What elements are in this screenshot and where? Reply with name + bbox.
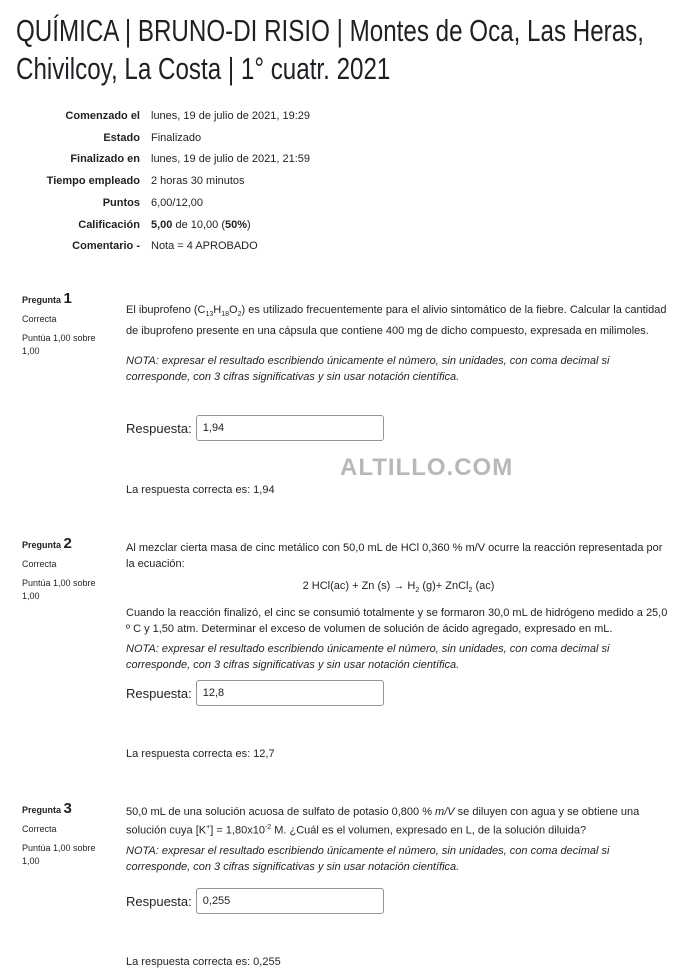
question-info: [22, 292, 112, 364]
summary-label: Estado: [103, 132, 140, 144]
summary-row-started: [0, 110, 700, 130]
correct-answer: La respuesta correcta es: 1,94: [126, 484, 275, 496]
summary-row-finished: [0, 153, 700, 173]
summary-label: Finalizado en: [70, 153, 140, 165]
question-info: [22, 802, 112, 874]
question-info: [22, 537, 112, 609]
question-number: Pregunta 2: [22, 535, 72, 552]
question-note: NOTA: expresar el resultado escribiendo únicamente el número, sin unidades, con coma decimal si corresponde, con 3 cifras significativas y sin usar notación científica.: [126, 844, 610, 873]
question-text: El ibuprofeno $(C_{13}H_{18}O_2)$ es utilizado frecuentemente para el alivio sintomático de la fiebre. Calcular la cantidad de ibuprofeno presente en una cápsula que contiene 400 mg de dicho compuesto, expresada en milimoles. NOTA: expresar el resultado escribiendo únicamente el número, sin unidades, con coma decimal si corresponde, con 3 cifras significativas y sin usar notación científica.: [126, 302, 671, 385]
answer-label: Respuesta:: [126, 420, 192, 436]
question-note: NOTA: expresar el resultado escribiendo únicamente el número, sin unidades, con coma decimal si corresponde, con 3 cifras significativas y sin usar notación científica.: [126, 355, 610, 384]
attempt-summary: [0, 110, 700, 270]
question-number: Pregunta 1: [22, 290, 72, 307]
question-score: Puntúa 1,00 sobre 1,00: [22, 843, 96, 866]
summary-value: 5,00 de 10,00 (50%): [151, 219, 251, 231]
question-status: Correcta: [22, 824, 57, 834]
question-number: Pregunta 3: [22, 800, 72, 817]
summary-value: 6,00/12,00: [151, 197, 203, 209]
question-status: Correcta: [22, 314, 57, 324]
question-text: 50,0 mL de una solución acuosa de sulfato de potasio 0,800 % m/V se diluyen con agua y se obtiene una solución cuya $[K^+] = 1,80x10^{-2}$ M. ¿Cuál es el volumen, expresado en L, de la solución diluida? NOTA: expresar el resultado escribiendo únicamente el número, sin unidades, con coma decimal si corresponde, con 3 cifras significativas y sin usar notación científica.: [126, 804, 671, 875]
summary-value: 2 horas 30 minutos: [151, 175, 245, 187]
answer-label: Respuesta:: [126, 893, 192, 909]
summary-label: Calificación: [78, 219, 140, 231]
summary-row-points: [0, 197, 700, 217]
correct-answer: La respuesta correcta es: 12,7: [126, 748, 275, 760]
summary-value: lunes, 19 de julio de 2021, 21:59: [151, 153, 311, 165]
answer-input[interactable]: 12,8: [196, 680, 384, 706]
chemical-equation: 2 HCl(ac) + Zn $(s) \to H_2$ (g)+ ZnCl$_2$ (ac): [302, 580, 495, 595]
answer-row: [126, 888, 384, 914]
answer-row: [126, 415, 384, 441]
question-text: Al mezclar cierta masa de cinc metálico con 50,0 mL de HCl 0,360 % m/V ocurre la reacción representada por la ecuación: 2 HCl(ac) + Zn $(s) \to H_2$ (g)+ ZnCl$_2$ (ac) Cuando la reacción finalizó, el cinc se consumió totalmente y se formaron 30,0 mL de hidrógeno medido a 25,0 º C y 1,50 atm. Determinar el exceso de volumen de solución de ácido agregado, expresado en mL. NOTA: expresar el resultado escribiendo únicamente el número, sin unidades, con coma decimal si corresponde, con 3 cifras significativas y sin usar notación científica.: [126, 540, 671, 673]
summary-value: lunes, 19 de julio de 2021, 19:29: [151, 110, 311, 122]
summary-label: Puntos: [102, 197, 140, 209]
answer-input[interactable]: 1,94: [196, 415, 384, 441]
answer-input[interactable]: 0,255: [196, 888, 384, 914]
question-note: NOTA: expresar el resultado escribiendo únicamente el número, sin unidades, con coma decimal si corresponde, con 3 cifras significativas y sin usar notación científica.: [126, 643, 610, 672]
correct-answer: La respuesta correcta es: 0,255: [126, 956, 281, 968]
question-score: Puntúa 1,00 sobre 1,00: [22, 578, 96, 601]
summary-row-grade: [0, 219, 700, 239]
page-title: QUÍMICA | BRUNO-DI RISIO | Montes de Oca, Las Heras, Chivilcoy, La Costa | 1° cuatr. 2021: [16, 13, 644, 86]
question-status: Correcta: [22, 559, 57, 569]
summary-row-comment: [0, 240, 700, 260]
summary-value: Finalizado: [151, 132, 202, 144]
summary-label: Tiempo empleado: [46, 175, 140, 187]
summary-label: Comenzado el: [65, 110, 140, 122]
answer-label: Respuesta:: [126, 685, 192, 701]
summary-label: Comentario -: [72, 240, 140, 252]
summary-value: Nota = 4 APROBADO: [151, 240, 258, 252]
watermark: ALTILLO.COM: [340, 454, 514, 481]
summary-row-state: [0, 132, 700, 152]
question-score: Puntúa 1,00 sobre 1,00: [22, 333, 96, 356]
summary-row-time: [0, 175, 700, 195]
answer-row: [126, 680, 384, 706]
